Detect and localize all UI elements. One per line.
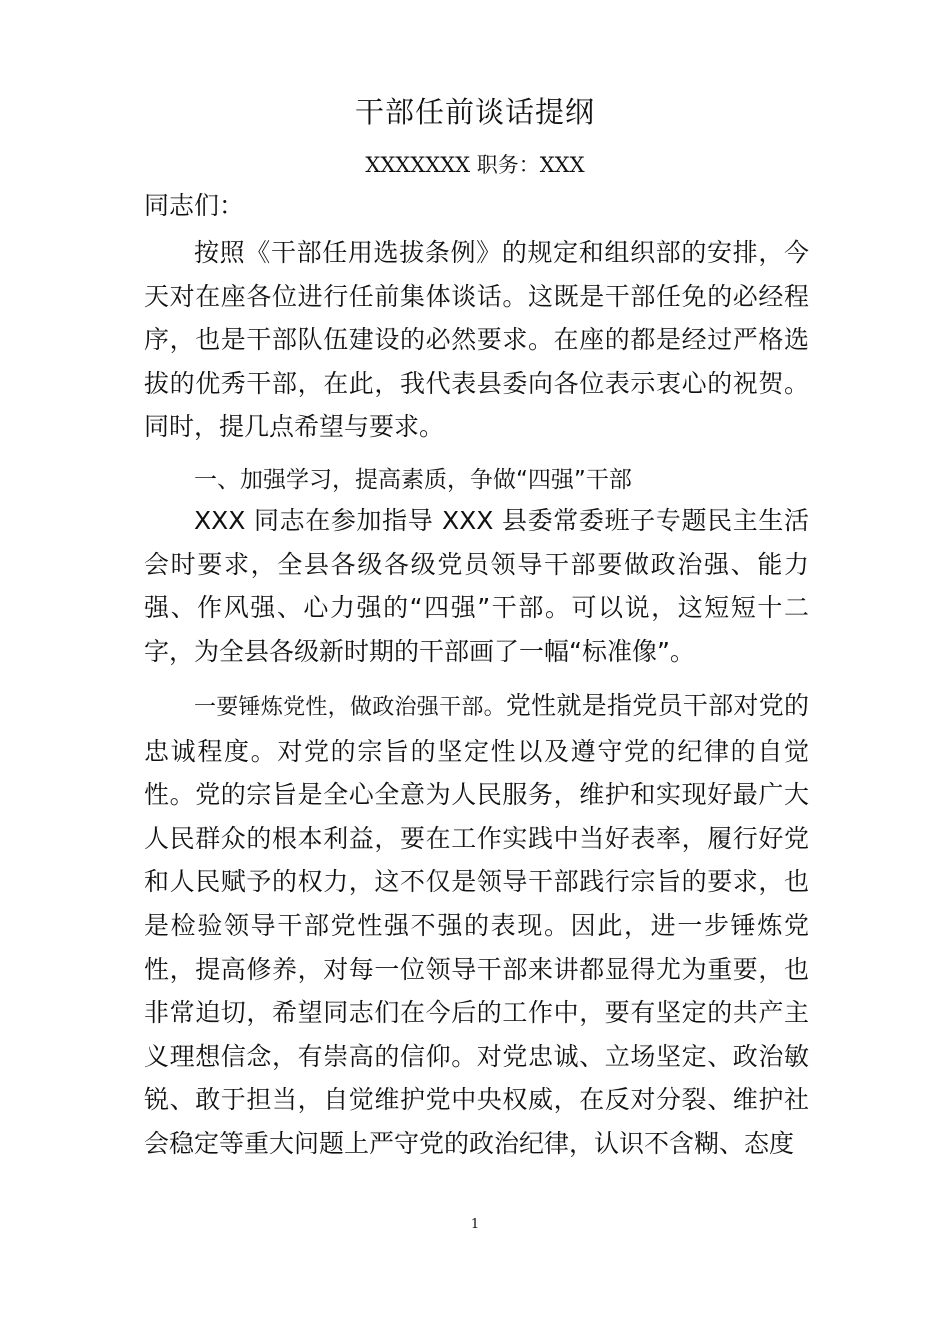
paragraph-intro: 按照《干部任用选拔条例》的规定和组织部的安排，今天对在座各位进行任前集体谈话。这既是干部任免的必经程序，也是干部队伍建设的必然要求。在座的都是经过严格选拔的优秀干部，在此，我代表县委向各位表示衷心的祝贺。同时，提几点希望与要求。: [144, 238, 809, 442]
document-title: 干部任前谈话提纲: [354, 95, 595, 129]
paragraph-body-text: 党性就是指党员干部对党的忠诚程度。对党的宗旨的坚定性以及遵守党的纪律的自觉性。党的宗旨是全心全意为人民服务，维护和实现好最广大人民群众的根本利益，要在工作实践中当好表率，履行好党和人民赋予的权力，这不仅是领导干部践行宗旨的要求，也是检验领导干部党性强不强的表现。因此，进一步锤炼党性，提高修养，对每一位领导干部来讲都显得尤为重要，也非常迫切，希望同志们在今后的工作中，要有坚定的共产主义理想信念，有崇高的信仰。对党忠诚、立场坚定、政治敏锐、敢于担当，自觉维护党中央权威，在反对分裂、维护社会稳定等重大问题上严守党的政治纪律，认识不含糊、态度: [144, 691, 809, 1158]
section-heading-1: 一、加强学习，提高素质，争做“四强”干部: [194, 467, 632, 493]
paragraph-four-strong: XXX 同志在参加指导 XXX 县委常委班子专题民主生活会时要求，全县各级各级党员领导干部要做政治强、能力强、作风强、心力强的“四强”干部。可以说，这短短十二字，为全县各级新时期的干部画了一幅“标准像”。: [144, 506, 809, 666]
page-number: 1: [470, 1217, 480, 1232]
document-subtitle: XXXXXXX 职务：XXX: [365, 153, 585, 177]
paragraph-party-spirit: [144, 684, 809, 1166]
paragraph-lead-phrase: 一要锤炼党性，做政治强干部。: [194, 695, 506, 720]
salutation: 同志们：: [144, 191, 245, 220]
